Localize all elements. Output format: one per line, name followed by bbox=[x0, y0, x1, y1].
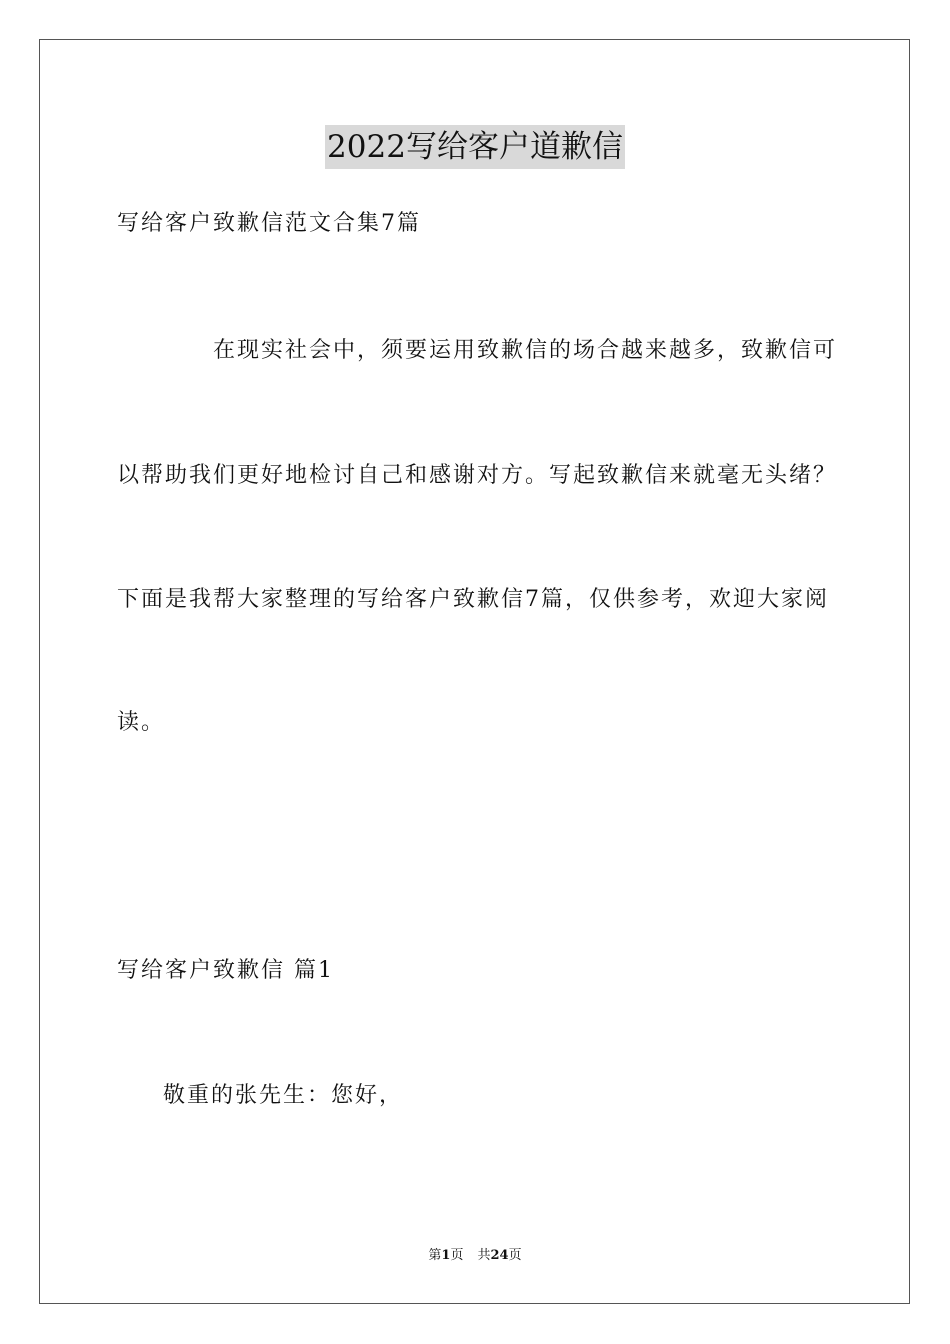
intro-line-1: 在现实社会中，须要运用致歉信的场合越来越多，致歉信可 bbox=[213, 338, 838, 363]
title-container bbox=[0, 125, 950, 169]
section-heading: 写给客户致歉信 篇1 bbox=[117, 958, 334, 983]
footer-page-prefix: 第 bbox=[428, 1248, 442, 1263]
footer-page-suffix: 页 bbox=[450, 1248, 464, 1263]
footer-total-suffix: 页 bbox=[508, 1248, 522, 1263]
document-title: 2022写给客户道歉信 bbox=[325, 125, 625, 169]
document-subtitle: 写给客户致歉信范文合集7篇 bbox=[117, 211, 421, 236]
intro-line-3: 下面是我帮大家整理的写给客户致歉信7篇，仅供参考，欢迎大家阅 bbox=[117, 587, 829, 612]
footer-total-pages: 24 bbox=[490, 1248, 509, 1263]
footer-page-number: 1 bbox=[441, 1248, 451, 1263]
salutation: 敬重的张先生：您好， bbox=[163, 1083, 404, 1108]
intro-line-2: 以帮助我们更好地检讨自己和感谢对方。写起致歉信来就毫无头绪？ bbox=[117, 463, 838, 488]
footer-total-prefix: 共 bbox=[477, 1248, 491, 1263]
page-footer bbox=[0, 1247, 950, 1265]
intro-line-4: 读。 bbox=[117, 710, 166, 735]
